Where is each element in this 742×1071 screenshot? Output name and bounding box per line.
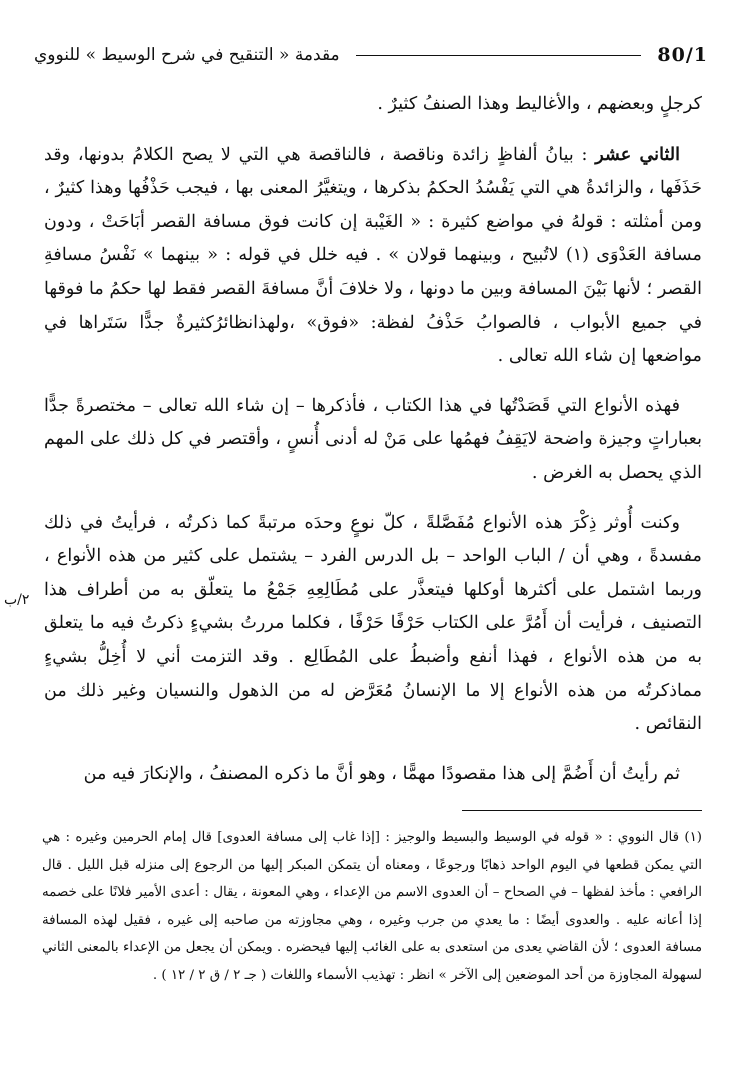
- footnote: [42, 824, 702, 989]
- paragraph-4: وكنت أُوثر ذِكْرَ هذه الأنواع مُفَصَّلةً ، كلّ نوعٍ وحدَه مرتبةً كما ذكرتُه ، فرأيتُ في ذلك مفسدةً ، وهي أن / الباب الواحد – بل الدرس الفرد – يشتمل على كثير من هذه الأنواع ، وربما اشتمل على أكثرها أوكلها فيتعذَّر على مُطَالِعِهِ جَمْعُ ما يتعلّق به من أطراف هذا التصنيف ، فرأيت أن أَمُرَّ على الكتاب حَرْفًا حَرْفًا ، فكلما مررتُ بشيءٍ ذكرتُ فيه ما يتعلق به من هذه الأنواع ، فهذا أنفع وأضبطُ على المُطَالِع . وقد التزمت أني لا أُخِلُّ بشيءٍ مماذكرتُه من هذه الأنواع إلا ما الإنسانُ مُعَرَّض له من الذهول والنسيان وغير ذلك من النقائص .: [44, 512, 702, 735]
- paragraph-2-text: : بيانُ ألفاظٍ زائدة وناقصة ، فالناقصة هي التي لا يصح الكلامُ بدونها، وقد حَذَفَها ، والزائدةُ هي التي يَفْسُدُ الحكمُ بذكرها ، ويتغيَّرُ المعنى بها ، فيجب حَذْفُها وهذا كثيرٌ ، ومن أمثلته : قولهُ في مواضع كثيرة : « الغَيْبة إن كانت فوق مسافة القصر أبَاحَتْ ، ودون مسافة العَدْوَى (١) لاتُبيح ، وبينهما قولان » . فيه خلل في قوله : « بينهما » نَفْسُ مسافةِ القصر ؛ لأنها بَيْنَ المسافة وبين ما دونها ، ولا خلافَ أنَّ مسافةَ القصر فقط لها حكمُ ما فوقها في جميع الأبواب ، فالصوابُ حَذْفُ لفظة: «فوق» ،ولهذانظائرُكثيرةٌ جدًّا سَتَراها في مواضعها إن شاء الله تعالى .: [44, 144, 702, 367]
- paragraph-2: [44, 138, 702, 374]
- page-number: 80/1: [657, 44, 708, 66]
- paragraph-2-heading: الثاني عشر: [595, 143, 680, 165]
- header-rule: [356, 55, 642, 56]
- running-title: مقدمة « التنقيح في شرح الوسيط » للنووي: [34, 45, 340, 65]
- main-text: [44, 88, 702, 791]
- footnote-rule: [462, 810, 702, 811]
- footnote-text: (١) قال النووي : « قوله في الوسيط والبسيط والوجيز : [إذا غاب إلى مسافة العدوى] قال إمام الحرمين وغيره : هي التي يمكن قطعها في اليوم الواحد ذهابًا ورجوعًا ، ومعناه أن يتمكن المبكر إليها من الرجوع إلى منزله قبل الليل . قال الرافعي : مأخذ لفظها – في الصحاح – أن العدوى الاسم من الإعداء ، وهي المعونة ، يقال : أعدى الأمير فلانًا على خصمه إذا أعانه عليه . والعدوى أيضًا : ما يعدي من جرب وغيره ، وهي مجاوزته من صاحبه إلى غيره ، فقيل لهذه المسافة مسافة العدوى ؛ لأن القاضي يعدى من استعدى به على الغائب إليها فيحضره . ويمكن أن يجعل من الإعداء بالمعنى الثاني لسهولة المجاوزة من أحد الموضعين إلى الآخر » انظر : تهذيب الأسماء واللغات ( جـ ٢ / ق ٢ / ١٢ ) .: [42, 830, 702, 983]
- margin-folio-note: ٢/ب: [4, 592, 30, 608]
- paragraph-5: ثم رأيتُ أن أَضُمَّ إلى هذا مقصودًا مهمًّا ، وهو أنَّ ما ذكره المصنفُ ، والإنكارَ فيه من: [83, 763, 680, 784]
- paragraph-1: كرجلٍ وبعضهم ، والأغاليط وهذا الصنفُ كثيرٌ .: [377, 94, 702, 114]
- page-header: [34, 38, 708, 72]
- paragraph-3: فهذه الأنواع التي قَصَدْتُها في هذا الكتاب ، فأذكرها – إن شاء الله تعالى – مختصرةً جدًّا بعباراتٍ وجيزة واضحة لايَقِفُ فهمُها على مَنْ له أدنى أُنسٍ ، وأقتصر في كل ذلك على المهم الذي يحصل به الغرض .: [44, 395, 702, 483]
